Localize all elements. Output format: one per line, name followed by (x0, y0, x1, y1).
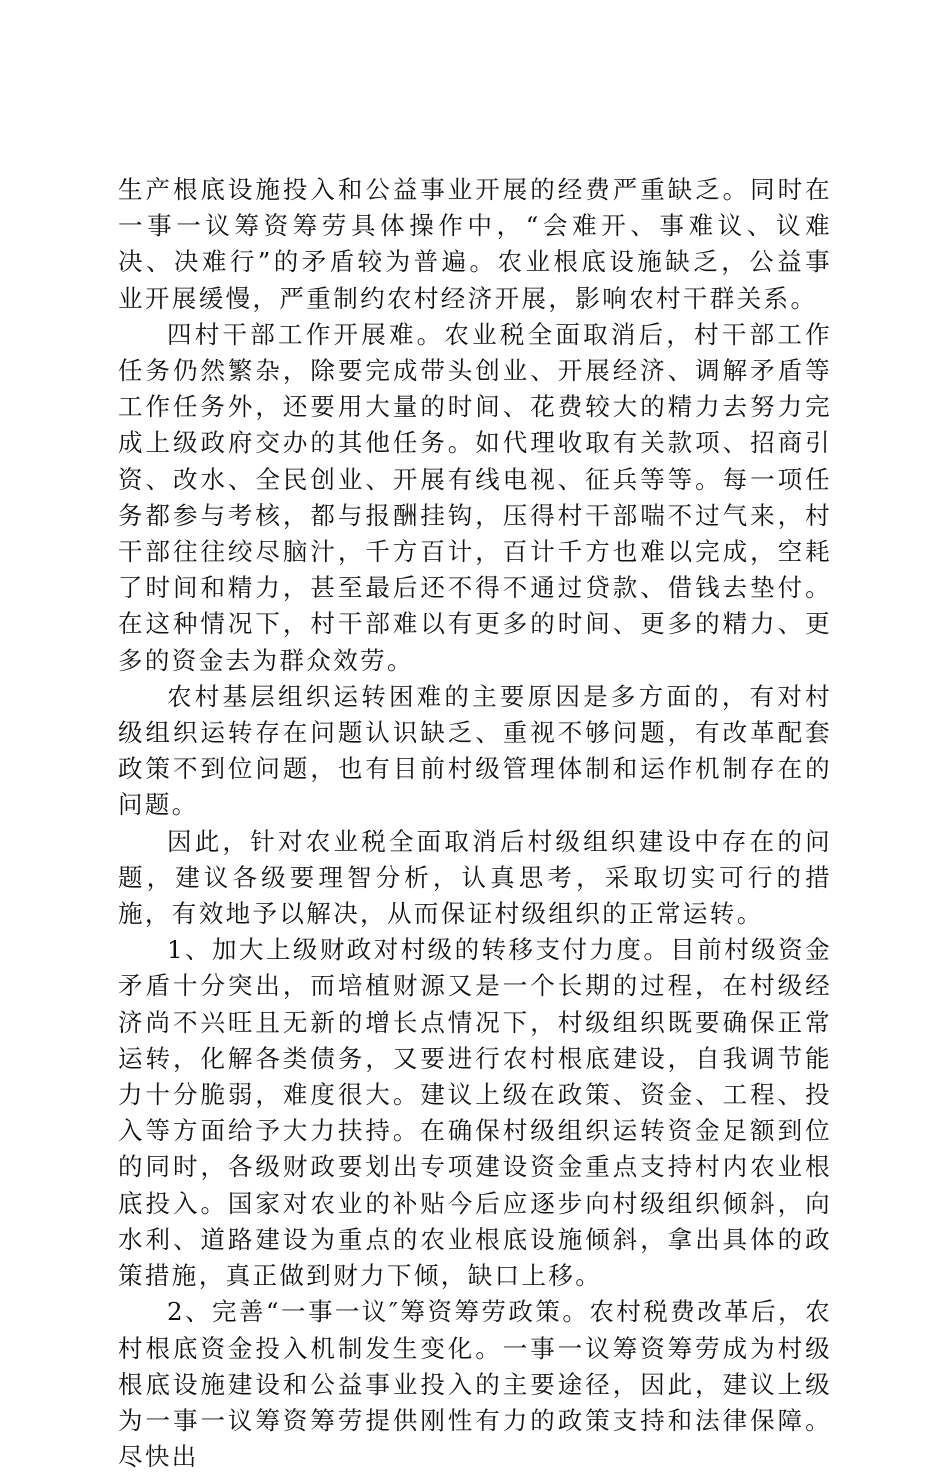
paragraph-2: 四村干部工作开展难。农业税全面取消后，村干部工作任务仍然繁杂，除要完成带头创业、开展经济、调解矛盾等工作任务外，还要用大量的时间、花费较大的精力去努力完成上级政府交办的其他任务。如代理收取有关款项、招商引资、改水、全民创业、开展有线电视、征兵等等。每一项任务都参与考核，都与报酬挂钩，压得村干部喘不过气来，村干部往往绞尽脑汁，千方百计，百计千方也难以完成，空耗了时间和精力，甚至最后还不得不通过贷款、借钱去垫付。在这种情况下，村干部难以有更多的时间、更多的精力、更多的资金去为群众效劳。 (118, 319, 832, 675)
paragraph-4: 因此，针对农业税全面取消后村级组织建设中存在的问题，建议各级要理智分析，认真思考，采取切实可行的措施，有效地予以解决，从而保证村级组织的正常运转。 (118, 826, 832, 929)
paragraph-6: 2、完善“一事一议″筹资筹劳政策。农村税费改革后，农村根底资金投入机制发生变化。一事一议筹资筹劳成为村级根底设施建设和公益事业投入的主要途径，因此，建议上级为一事一议筹资筹劳提供刚性有力的政策支持和法律保障。尽快出 (118, 1297, 832, 1472)
paragraph-5: 1、加大上级财政对村级的转移支付力度。目前村级资金矛盾十分突出，而培植财源又是一个长期的过程，在村级经济尚不兴旺且无新的增长点情况下，村级组织既要确保正常运转，化解各类债务，又要进行农村根底建设，自我调节能力十分脆弱，难度很大。建议上级在政策、资金、工程、投入等方面给予大力扶持。在确保村级组织运转资金足额到位的同时，各级财政要划出专项建设资金重点支持村内农业根底投入。国家对农业的补贴今后应逐步向村级组织倾斜，向水利、道路建设为重点的农业根底设施倾斜，拿出具体的政策措施，真正做到财力下倾，缺口上移。 (118, 935, 832, 1291)
paragraph-3: 农村基层组织运转困难的主要原因是多方面的，有对村级组织运转存在问题认识缺乏、重视不够问题，有改革配套政策不到位问题，也有目前村级管理体制和运作机制存在的问题。 (118, 681, 832, 820)
document-body (118, 172, 832, 1475)
paragraph-1: 生产根底设施投入和公益事业开展的经费严重缺乏。同时在一事一议筹资筹劳具体操作中，“会难开、事难议、议难决、决难行”的矛盾较为普遍。农业根底设施缺乏，公益事业开展缓慢，严重制约农村经济开展，影响农村干群关系。 (118, 175, 832, 313)
